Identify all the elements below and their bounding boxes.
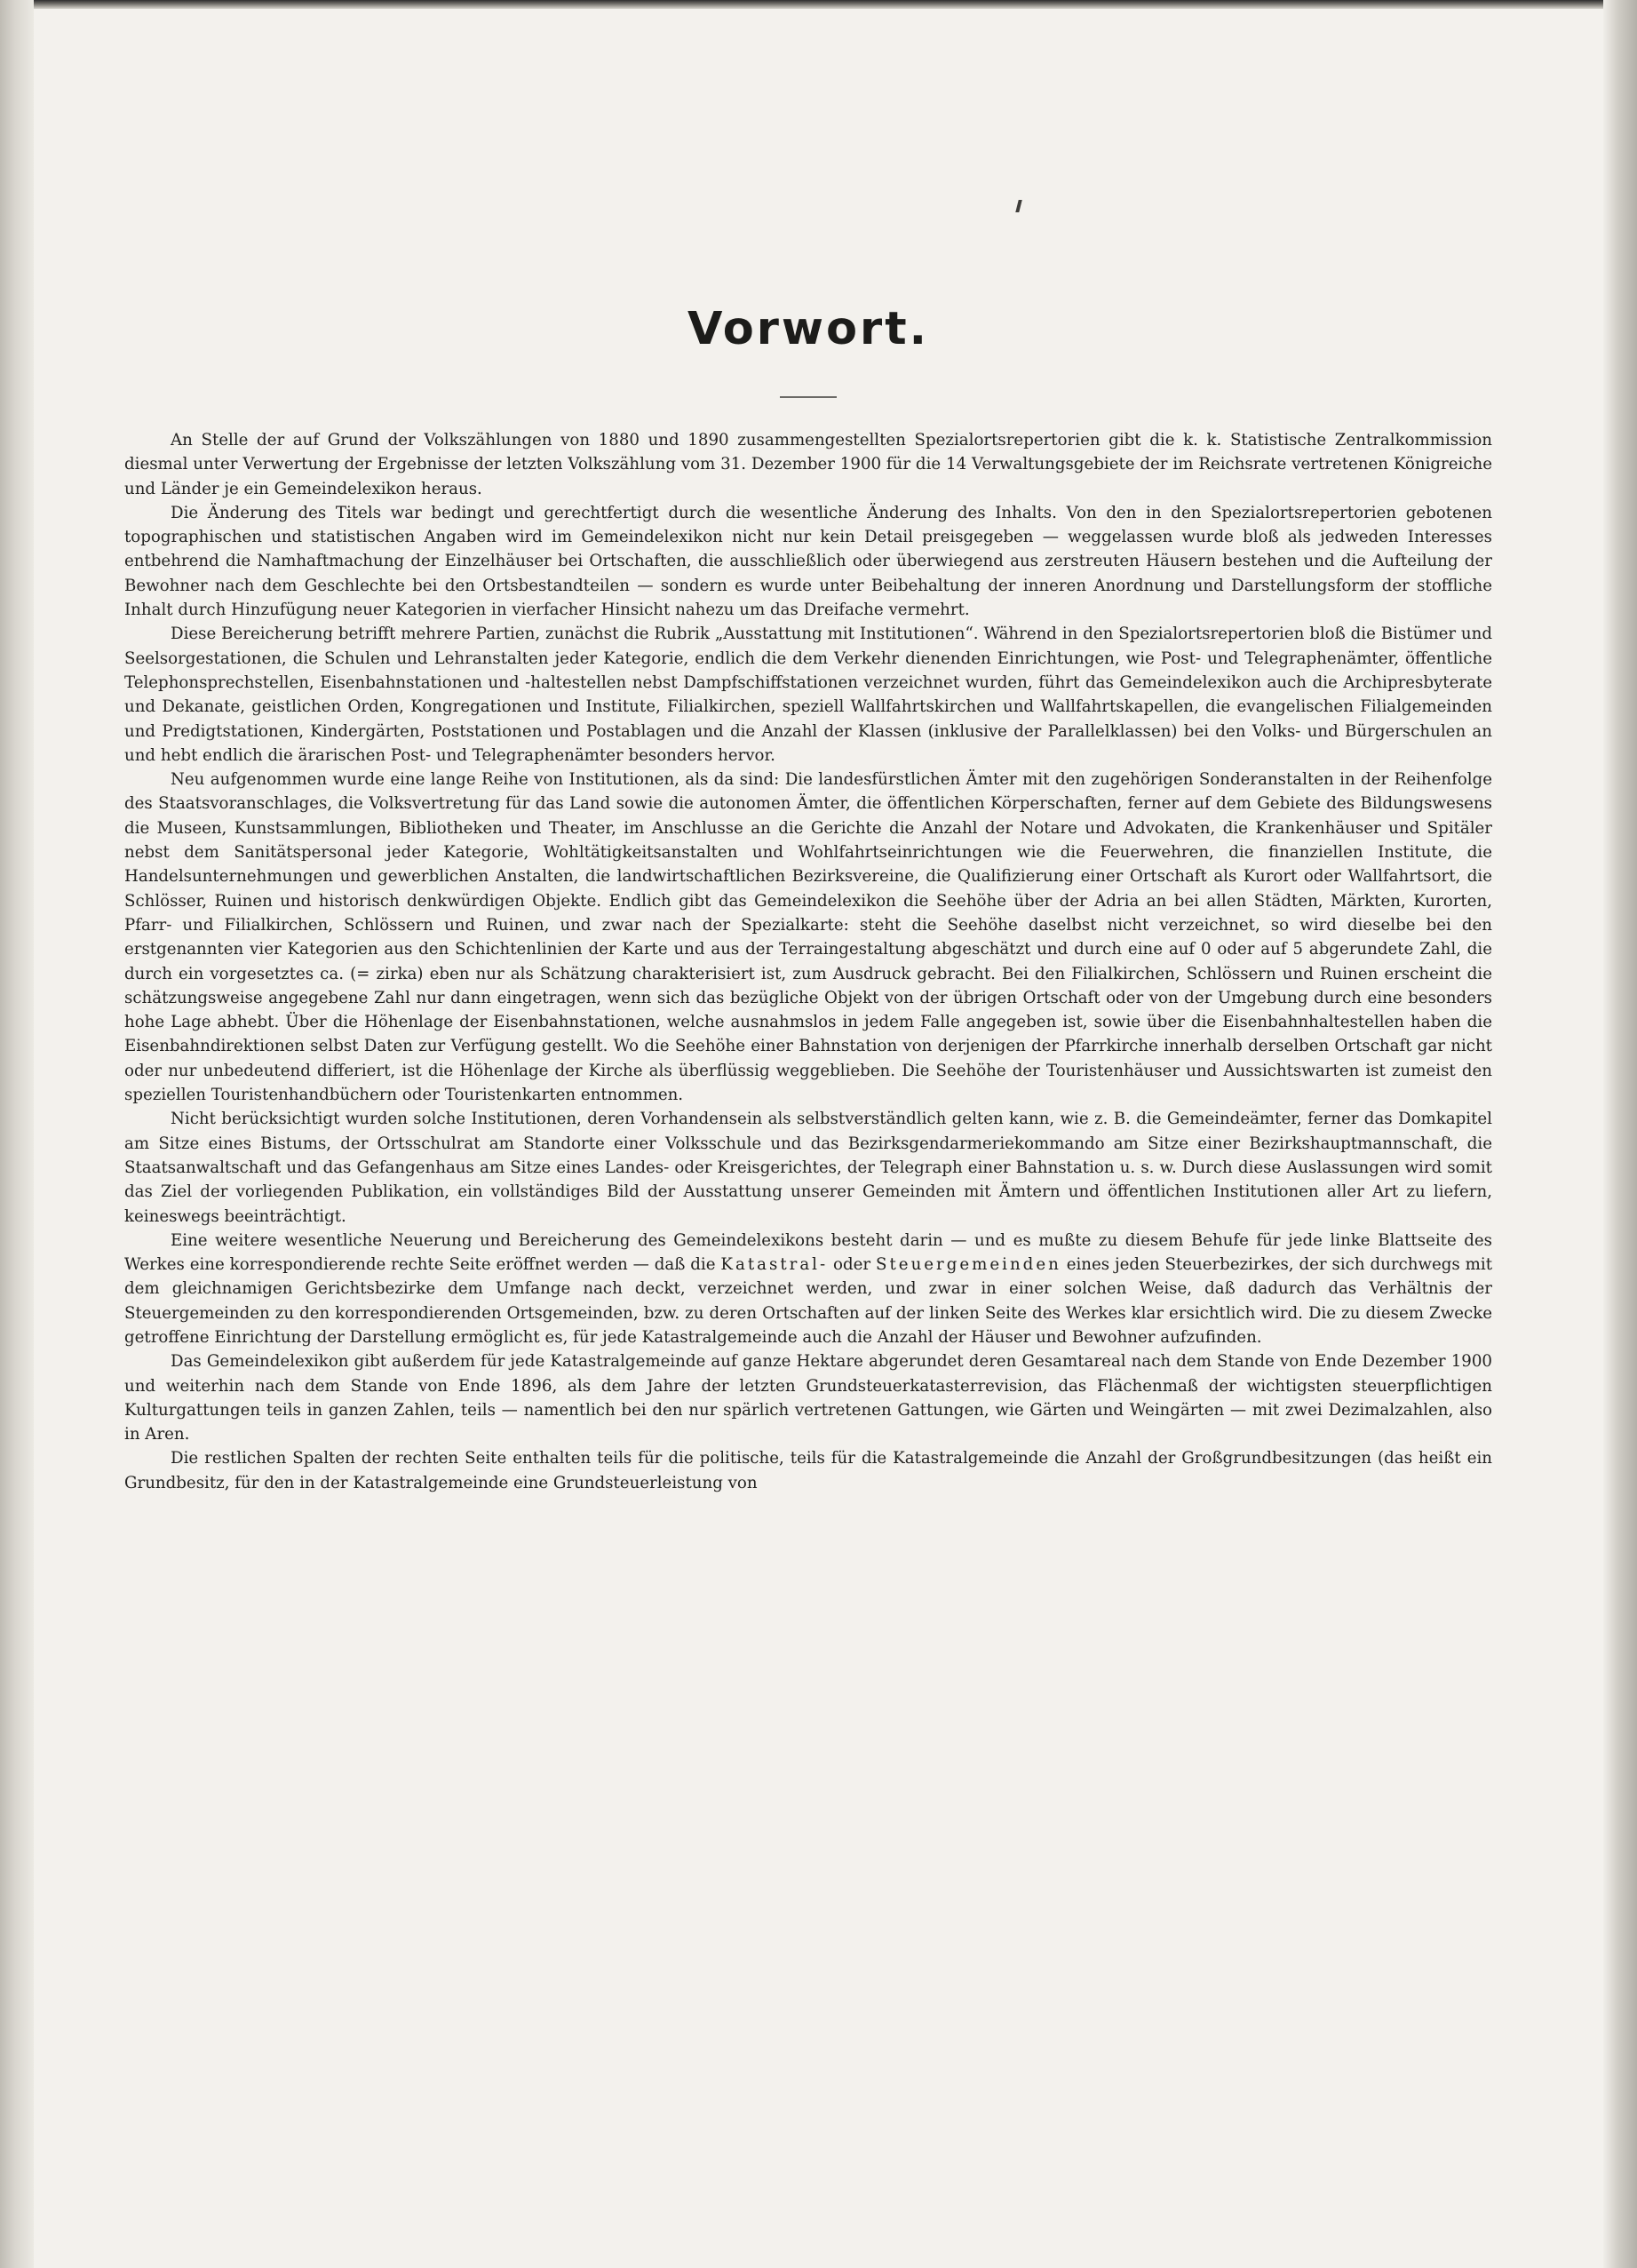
paragraph (124, 1107, 1492, 1228)
page-title: Vorwort. (687, 303, 929, 355)
paragraph-text: Die Änderung des Titels war bedingt und gerechtfertigt durch die wesentliche Änderung des Inhalts. Von den in den Spezialortsrepertorien gebotenen topographischen und statistischen Angaben wird im Gemeindelexikon nicht nur kein Detail preisgegeben — weggelassen wurde bloß als jedweden Interesses entbehrend die Namhaftmachung der Einzelhäuser bei Ortschaften, die ausschließlich oder überwiegend aus zerstreuten Häusern bestehen und die Aufteilung der Bewohner nach dem Geschlechte bei den Ortsbestandteilen — sondern es wurde unter Beibehaltung der inneren Anordnung und Darstellungsform der stoffliche Inhalt durch Hinzufügung neuer Kategorien in vierfacher Hinsicht nahezu um das Dreifache vermehrt. (124, 503, 1492, 620)
paragraph-text: Diese Bereicherung betrifft mehrere Partien, zunächst die Rubrik „Ausstattung mit Institutionen“. Während in den Spezialortsrepertorien bloß die Bistümer und Seelsorgestationen, die Schulen und Lehranstalten jeder Kategorie, endlich die dem Verkehr dienenden Einrichtungen, wie Post- und Telegraphenämter, öffentliche Telephonsprechstellen, Eisenbahnstationen und -haltestellen nebst Dampfschiffstationen verzeichnet wurden, führt das Gemeindelexikon auch die Archipresbyterate und Dekanate, geistlichen Orden, Kongregationen und Institute, Filialkirchen, speziell Wallfahrtskirchen und Wallfahrtskapellen, die evangelischen Filialgemeinden und Predigtstationen, Kindergärten, Poststationen und Postablagen und die Anzahl der Klassen (inklusive der Parallelklassen) bei den Volks- und Bürgerschulen an und hebt endlich die ärarischen Post- und Telegraphenämter besonders hervor. (124, 625, 1492, 765)
paragraph (124, 1229, 1492, 1349)
paragraph-text: Die restlichen Spalten der rechten Seite enthalten teils für die politische, teils für die Katastralgemeinde die Anzahl der Großgrundbesitzungen (das heißt ein Grundbesitz, für den in der Katastralgemeinde eine Grundsteuerleistung von (124, 1449, 1492, 1492)
paragraph-text: Nicht berücksichtigt wurden solche Institutionen, deren Vorhandensein als selbstverständlich gelten kann, wie z. B. die Gemeindeämter, ferner das Domkapitel am Sitze eines Bistums, der Ortsschulrat am Standorte einer Volksschule und das Bezirksgendarmeriekommando am Sitze einer Bezirkshauptmannschaft, die Staatsanwaltschaft und das Gefangenhaus am Sitze eines Landes- oder Kreisgerichtes, der Telegraph einer Bahnstation u. s. w. Durch diese Auslassungen wird somit das Ziel der vorliegenden Publikation, ein vollständiges Bild der Ausstattung unserer Gemeinden mit Ämtern und öffentlichen Institutionen aller Art zu liefern, keineswegs beeinträchtigt. (124, 1110, 1492, 1226)
paragraph-text: oder (828, 1255, 877, 1275)
paragraph (124, 768, 1492, 1107)
paragraph-text: eines jeden Steuerbezirkes, der sich durchwegs mit dem gleichnamigen Gerichtsbezirke dem Umfange nach deckt, verzeichnet werden, und zwar in einer solchen Weise, daß dadurch das Verhältnis der Steuergemeinden zu den korrespondierenden Ortsgemeinden, bzw. zu deren Ortschaften auf der linken Seite des Werkes klar ersichtlich wird. Die zu diesem Zwecke getroffene Einrichtung der Darstellung ermöglicht es, für jede Katastralgemeinde auch die Anzahl der Häuser und Bewohner aufzufinden. (124, 1255, 1493, 1347)
emphasized-term: Steuergemeinden (876, 1255, 1061, 1275)
paragraph (124, 428, 1492, 501)
paragraph (124, 622, 1492, 768)
paragraph-text: Eine weitere wesentliche Neuerung und Bereicherung des Gemeindelexikons besteht darin — und es mußte zu diesem Behufe für jede linke Blattseite des Werkes eine korrespondierende rechte Seite eröffnet werden — daß die (124, 1230, 1492, 1275)
paragraph-text: An Stelle der auf Grund der Volkszählungen von 1880 und 1890 zusammengestellten Spezialortsrepertorien gibt die k. k. Statistische Zentralkommission diesmal unter Verwertung der Ergebnisse der letzten Volkszählung vom 31. Dezember 1900 für die 14 Verwaltungsgebiete der im Reichsrate vertretenen Königreiche und Länder je ein Gemeindelexikon heraus. (124, 431, 1492, 498)
page-top-edge (0, 0, 1637, 9)
paragraph (124, 501, 1492, 622)
page-right-edge (1603, 0, 1637, 2268)
paragraph (124, 1446, 1492, 1495)
paragraph (124, 1349, 1492, 1446)
ink-speck (1015, 200, 1021, 212)
document-page (124, 303, 1493, 1495)
emphasized-term: Katastral- (720, 1255, 829, 1275)
page-left-edge (0, 0, 34, 2268)
title-divider (780, 396, 837, 398)
paragraph-text: Das Gemeindelexikon gibt außerdem für jede Katastralgemeinde auf ganze Hektare abgerundet deren Gesamtareal nach dem Stande von Ende Dezember 1900 und weiterhin nach dem Stande von Ende 1896, als dem Jahre der letzten Grundsteuerkatasterrevision, das Flächenmaß der wichtigsten steuerpflichtigen Kulturgattungen teils in ganzen Zahlen, teils — namentlich bei den nur spärlich vertretenen Gattungen, wie Gärten und Weingärten — mit zwei Dezimalzahlen, also in Aren. (124, 1352, 1492, 1444)
document-body (124, 428, 1492, 1495)
paragraph-text: Neu aufgenommen wurde eine lange Reihe von Institutionen, als da sind: Die landesfürstlichen Ämter mit den zugehörigen Sonderanstalten in der Reihenfolge des Staatsvoranschlages, die Volksvertretung für das Land sowie die autonomen Ämter, die öffentlichen Körperschaften, ferner auf dem Gebiete des Bildungswesens die Museen, Kunstsammlungen, Bibliotheken und Theater, im Anschlusse an die Gerichte die Anzahl der Notare und Advokaten, die Krankenhäuser und Spitäler nebst dem Sanitätspersonal jeder Kategorie, Wohltätigkeitsanstalten und Wohlfahrtseinrichtungen wie die Feuerwehren, die finanziellen Institute, die Handelsunternehmungen und gewerblichen Anstalten, die landwirtschaftlichen Bezirksvereine, die Qualifizierung einer Ortschaft als Kurort oder Wallfahrtsort, die Schlösser, Ruinen und historisch denkwürdigen Objekte. Endlich gibt das Gemeindelexikon die Seehöhe über der Adria an bei allen Städten, Märkten, Kurorten, Pfarr- und Filialkirchen, Schlössern und Ruinen, und zwar nach der Spezialkarte: steht die Seehöhe daselbst nicht verzeichnet, so wird dieselbe bei den erstgenannten vier Kategorien aus den Schichtenlinien der Karte und aus der Terraingestaltung abgeschätzt und durch eine auf 0 oder auf 5 abgerundete Zahl, die durch ein vorgesetztes ca. (= zirka) eben nur als Schätzung charakterisiert ist, zum Ausdruck gebracht. Bei den Filialkirchen, Schlössern und Ruinen erscheint die schätzungsweise angegebene Zahl nur dann eingetragen, wenn sich das bezügliche Objekt von der übrigen Ortschaft oder von der Umgebung durch eine besonders hohe Lage abhebt. Über die Höhenlage der Eisenbahnstationen, welche ausnahmslos in jedem Falle angegeben ist, sowie über die Eisenbahnhaltestellen haben die Eisenbahndirektionen selbst Daten zur Verfügung gestellt. Wo die Seehöhe einer Bahnstation von derjenigen der Pfarrkirche innerhalb derselben Ortschaft gar nicht oder nur unbedeutend differiert, ist die Höhenlage der Kirche als überflüssig weggeblieben. Die Seehöhe der Touristenhäuser und Aussichtswarten ist zumeist den speziellen Touristenhandbüchern oder Touristenkarten entnommen. (124, 770, 1492, 1105)
